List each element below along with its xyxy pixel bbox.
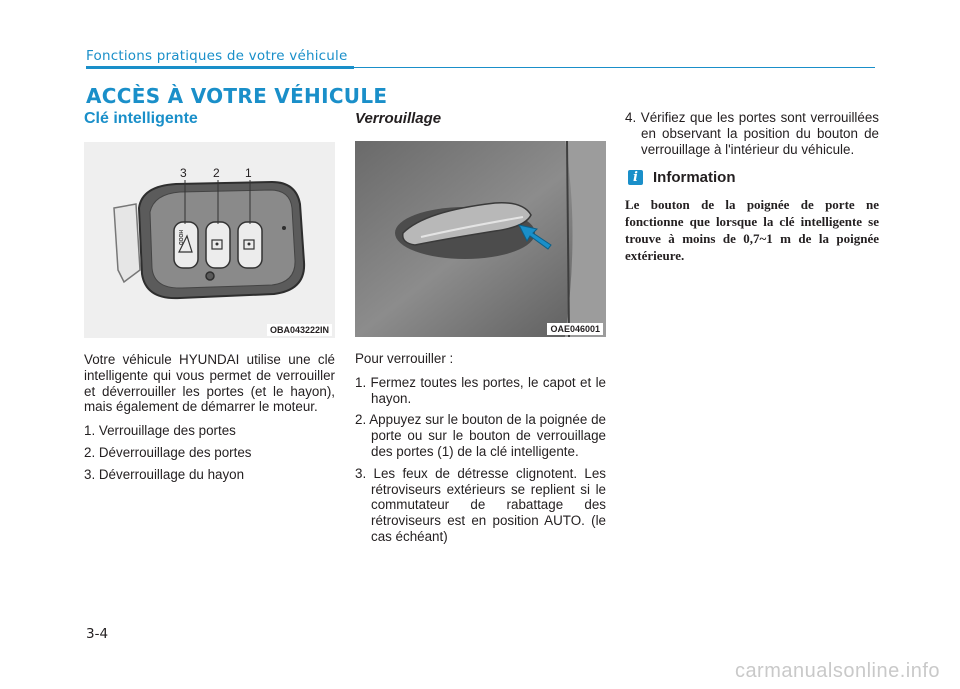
list-item: 1. Verrouillage des portes [84, 423, 236, 439]
locking-steps-continued [625, 110, 879, 157]
info-text: Le bouton de la poignée de porte ne fonctionne que lorsque la clé intelligente se trouve à moins de 0,7~1 m de la poignée extérieure. [625, 197, 879, 264]
figure-code: OAE046001 [547, 323, 603, 335]
section-title: ACCÈS À VOTRE VÉHICULE [86, 84, 388, 108]
locking-intro: Pour verrouiller : [355, 351, 454, 366]
smart-key-figure [84, 142, 335, 338]
header-rule [354, 67, 875, 68]
figure-code: OBA043222IN [267, 324, 332, 336]
watermark: carmanualsonline.info [734, 660, 940, 682]
chapter-title: Fonctions pratiques de votre véhicule [86, 48, 348, 64]
locking-subtitle: Verrouillage [355, 110, 442, 127]
list-item: 2. Appuyez sur le bouton de la poignée de porte ou sur le bouton de verrouillage des portes (1) de la clé intelligente. [355, 412, 606, 459]
info-header [625, 169, 879, 186]
door-handle-figure [355, 141, 606, 337]
list-item: 1. Fermez toutes les portes, le capot et le hayon. [355, 374, 606, 406]
smart-key-subtitle: Clé intelligente [84, 110, 198, 127]
list-item: 3. Déverrouillage du hayon [84, 466, 245, 482]
callout-2: 2 [213, 166, 220, 180]
key-hood-label: HOOD [177, 230, 183, 245]
info-icon: i [628, 170, 643, 185]
column-verification [625, 110, 879, 264]
list-item: 4. Vérifiez que les portes sont verrouillées en observant la position du bouton de verrouillage à l'intérieur du véhicule. [625, 110, 879, 157]
smart-key-paragraph: Votre véhicule HYUNDAI utilise une clé intelligente qui vous permet de verrouiller et déverrouiller les portes (et le hayon), mais également de démarrer le moteur. [84, 352, 335, 415]
column-smart-key [84, 110, 335, 489]
page-number: 3-4 [86, 626, 109, 642]
header-rule-accent [86, 66, 354, 69]
column-locking [355, 110, 606, 551]
info-title: Information [653, 169, 736, 187]
list-item: 3. Les feux de détresse clignotent. Les rétroviseurs extérieurs se replient si le commutateur de rabattage des rétroviseurs est en position AUTO. (le cas échéant) [355, 465, 606, 544]
door-handle-illustration [355, 141, 606, 337]
callout-3: 3 [180, 166, 187, 180]
list-item: 2. Déverrouillage des portes [84, 444, 252, 460]
locking-steps [355, 375, 606, 545]
callout-1: 1 [245, 166, 252, 180]
smart-key-illustration [84, 142, 335, 338]
smart-key-button-list [84, 423, 335, 482]
